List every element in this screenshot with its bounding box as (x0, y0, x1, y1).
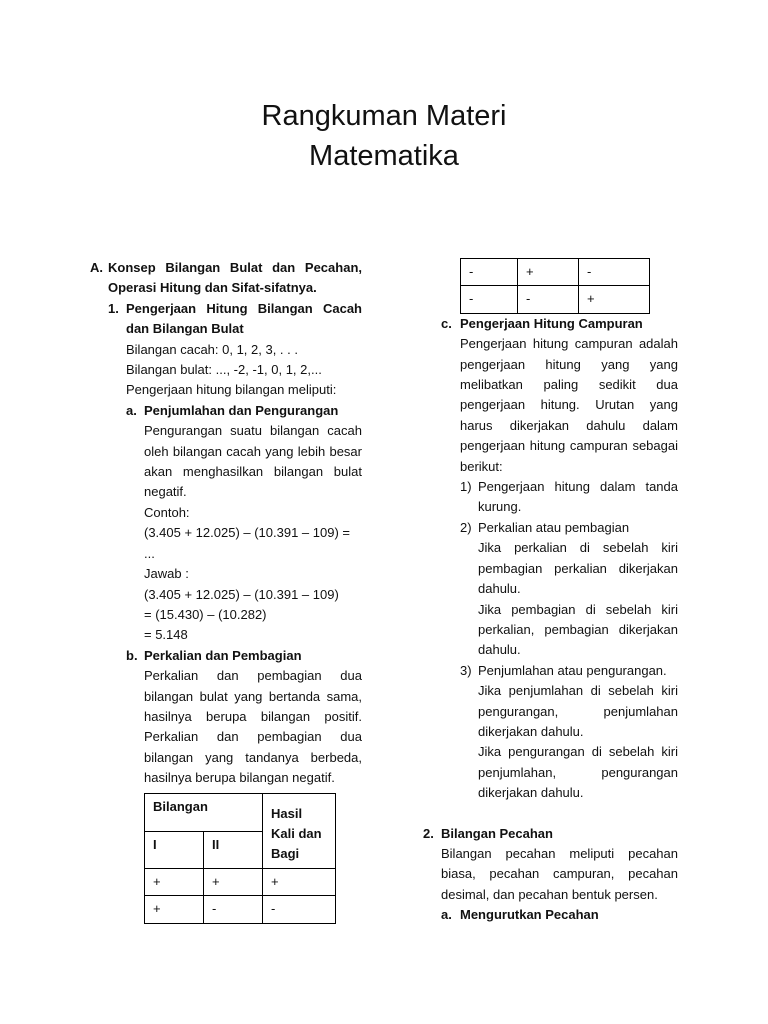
item-2-text: Bilangan Pecahan (441, 825, 553, 841)
bilangan-cacah: Bilangan cacah: 0, 1, 2, 3, . . . (126, 341, 298, 357)
step-2-para-2: Jika pembagian di sebelah kiri perkalian, pembagian dikerjakan dahulu. (478, 601, 678, 658)
table-cell: + (579, 286, 650, 313)
section-a-heading (90, 258, 362, 299)
sub-a2-heading (441, 905, 678, 925)
step-2-marker: 2) (460, 519, 472, 535)
sub-a2-text: Mengurutkan Pecahan (460, 907, 599, 923)
table-cell: + (145, 868, 204, 895)
table-header-ii: II (204, 832, 263, 869)
contoh-label: Contoh: (144, 504, 190, 520)
item-1-text: Pengerjaan Hitung Bilangan Cacah dan Bilangan Bulat (126, 300, 362, 337)
sub-b-body: Perkalian dan pembagian dua bilangan bulat yang bertanda sama, hasilnya berupa bilangan positif. Perkalian dan pembagian dua bilangan yang tandanya berbeda, hasilnya berupa bilangan negatif. (144, 668, 362, 786)
table-cell: - (579, 259, 650, 286)
left-column (90, 258, 362, 924)
table-cell: - (461, 286, 518, 313)
table-cell: + (518, 259, 579, 286)
sub-a-text: Penjumlahan dan Pengurangan (144, 402, 339, 418)
table-row (145, 868, 336, 895)
sub-b-text: Perkalian dan Pembagian (144, 647, 302, 663)
sub-c-body: Pengerjaan hitung campuran adalah pengerjaan hitung yang yang melibatkan paling sedikit dua pengerjaan hitung. Urutan yang harus dikerjakan dahulu dalam pengerjaan hitung campuran sebagai berikut: (460, 336, 678, 474)
item-2-body: Bilangan pecahan meliputi pecahan biasa, pecahan campuran, pecahan desimal, dan pecahan bentuk persen. (441, 845, 678, 902)
table-cell: + (145, 896, 204, 923)
table-header-i: I (145, 832, 204, 869)
title-line-2: Matematika (309, 140, 459, 172)
table-row (145, 896, 336, 923)
title-line-1: Rangkuman Materi (261, 100, 507, 132)
sub-b-heading (126, 646, 362, 666)
jawab-line-1: (3.405 + 12.025) – (10.391 – 109) (144, 586, 339, 602)
sign-table (144, 793, 336, 924)
step-1-text: Pengerjaan hitung dalam tanda kurung. (478, 479, 678, 515)
table-cell: + (263, 868, 336, 895)
step-2 (460, 518, 678, 538)
sub-a-body: Pengurangan suatu bilangan cacah oleh bilangan cacah yang lebih besar akan menghasilkan bilangan bulat negatif. (144, 423, 362, 500)
table-header-hasil: Hasil Kali dan Bagi (263, 793, 336, 868)
sign-table-continued (460, 258, 650, 314)
page-title (0, 96, 768, 176)
table-cell: + (204, 868, 263, 895)
table-cell: - (518, 286, 579, 313)
table-header-bilangan: Bilangan (145, 793, 263, 832)
sub-c-text: Pengerjaan Hitung Campuran (460, 315, 643, 331)
sub-a-marker: a. (126, 402, 137, 418)
item-1-marker: 1. (108, 300, 119, 316)
step-2-text: Perkalian atau pembagian (478, 519, 630, 535)
step-3 (460, 661, 678, 681)
sub-c-heading (441, 314, 678, 334)
step-3-para-2: Jika pengurangan di sebelah kiri penjumlahan, pengurangan dikerjakan dahulu. (478, 744, 678, 801)
table-row (461, 259, 650, 286)
sub-a2-marker: a. (441, 907, 452, 923)
sub-a-heading (126, 401, 362, 421)
table-cell: - (204, 896, 263, 923)
jawab-label: Jawab : (144, 566, 189, 582)
table-row (145, 793, 336, 832)
right-column (417, 258, 678, 926)
table-cell: - (461, 259, 518, 286)
table-row (461, 286, 650, 313)
sub-b-marker: b. (126, 647, 138, 663)
step-3-text: Penjumlahan atau pengurangan. (478, 662, 667, 678)
jawab-line-3: = 5.148 (144, 627, 188, 643)
step-3-para-1: Jika penjumlahan di sebelah kiri pengurangan, penjumlahan dikerjakan dahulu. (478, 683, 678, 739)
step-1-marker: 1) (460, 479, 472, 495)
step-3-marker: 3) (460, 662, 472, 678)
bilangan-bulat: Bilangan bulat: ..., -2, -1, 0, 1, 2,... (126, 362, 322, 378)
step-2-para-1: Jika perkalian di sebelah kiri pembagian perkalian dikerjakan dahulu. (478, 540, 678, 597)
section-a-marker: A. (90, 260, 103, 275)
sub-c-marker: c. (441, 315, 452, 331)
table-cell: - (263, 896, 336, 923)
section-a-text: Konsep Bilangan Bulat dan Pecahan, Operasi Hitung dan Sifat-sifatnya. (108, 260, 362, 296)
item-2-marker: 2. (423, 825, 434, 841)
contoh-expression: (3.405 + 12.025) – (10.391 – 109) = ... (144, 525, 350, 561)
step-1 (460, 477, 678, 518)
item-1-heading (108, 299, 362, 340)
jawab-line-2: = (15.430) – (10.282) (144, 606, 267, 622)
item-2-heading (423, 824, 678, 844)
meliputi-text: Pengerjaan hitung bilangan meliputi: (126, 382, 337, 398)
